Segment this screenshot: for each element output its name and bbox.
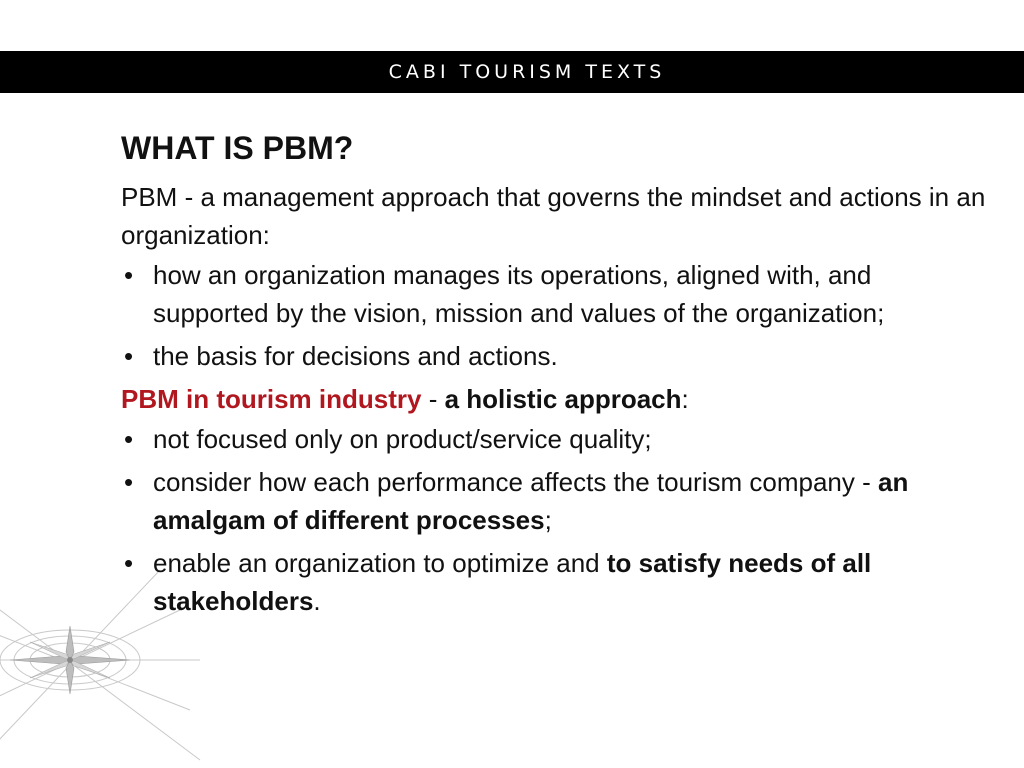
list-item <box>121 256 991 332</box>
slide-title: WHAT IS PBM? <box>121 130 354 166</box>
list-item <box>121 463 991 539</box>
list-item-text: the basis for decisions and actions. <box>153 341 558 371</box>
list-item-text-bold: an amalgam of different processes <box>153 467 909 535</box>
bullet-dot: • <box>124 548 134 578</box>
subheading-separator: - <box>421 384 445 414</box>
bullet-dot: • <box>124 341 134 371</box>
list-item-text-pre: consider how each performance affects the tourism company - <box>153 467 878 497</box>
list-item-text-bold: to satisfy needs of all stakeholders <box>153 548 872 616</box>
bullet-list-1 <box>121 256 991 375</box>
header-bar <box>0 51 1024 93</box>
list-item-text: how an organization manages its operations, aligned with, and supported by the vision, mission and values of the organization; <box>153 260 885 328</box>
subheading <box>121 380 991 418</box>
bullet-dot: • <box>124 467 134 497</box>
slide-content <box>121 128 991 625</box>
subheading-end: : <box>681 384 689 414</box>
list-item-text-end: ; <box>544 505 552 535</box>
list-item-text-end: . <box>313 586 321 616</box>
list-item <box>121 337 991 375</box>
list-item <box>121 544 991 620</box>
intro-paragraph: PBM - a management approach that governs the mindset and actions in an organization: <box>121 182 986 250</box>
bullet-dot: • <box>124 424 134 454</box>
list-item-text-pre: enable an organization to optimize and <box>153 548 607 578</box>
bullet-list-2 <box>121 420 991 620</box>
list-item-text <box>153 467 908 535</box>
bullet-dot: • <box>124 260 134 290</box>
list-item <box>121 420 991 458</box>
subheading-bold: a holistic approach <box>444 384 682 414</box>
subheading-highlight: PBM in tourism industry <box>121 384 422 414</box>
header-title: CABI TOURISM TEXTS <box>388 61 666 83</box>
list-item-text <box>153 548 871 616</box>
list-item-text: not focused only on product/service quality; <box>153 424 652 454</box>
